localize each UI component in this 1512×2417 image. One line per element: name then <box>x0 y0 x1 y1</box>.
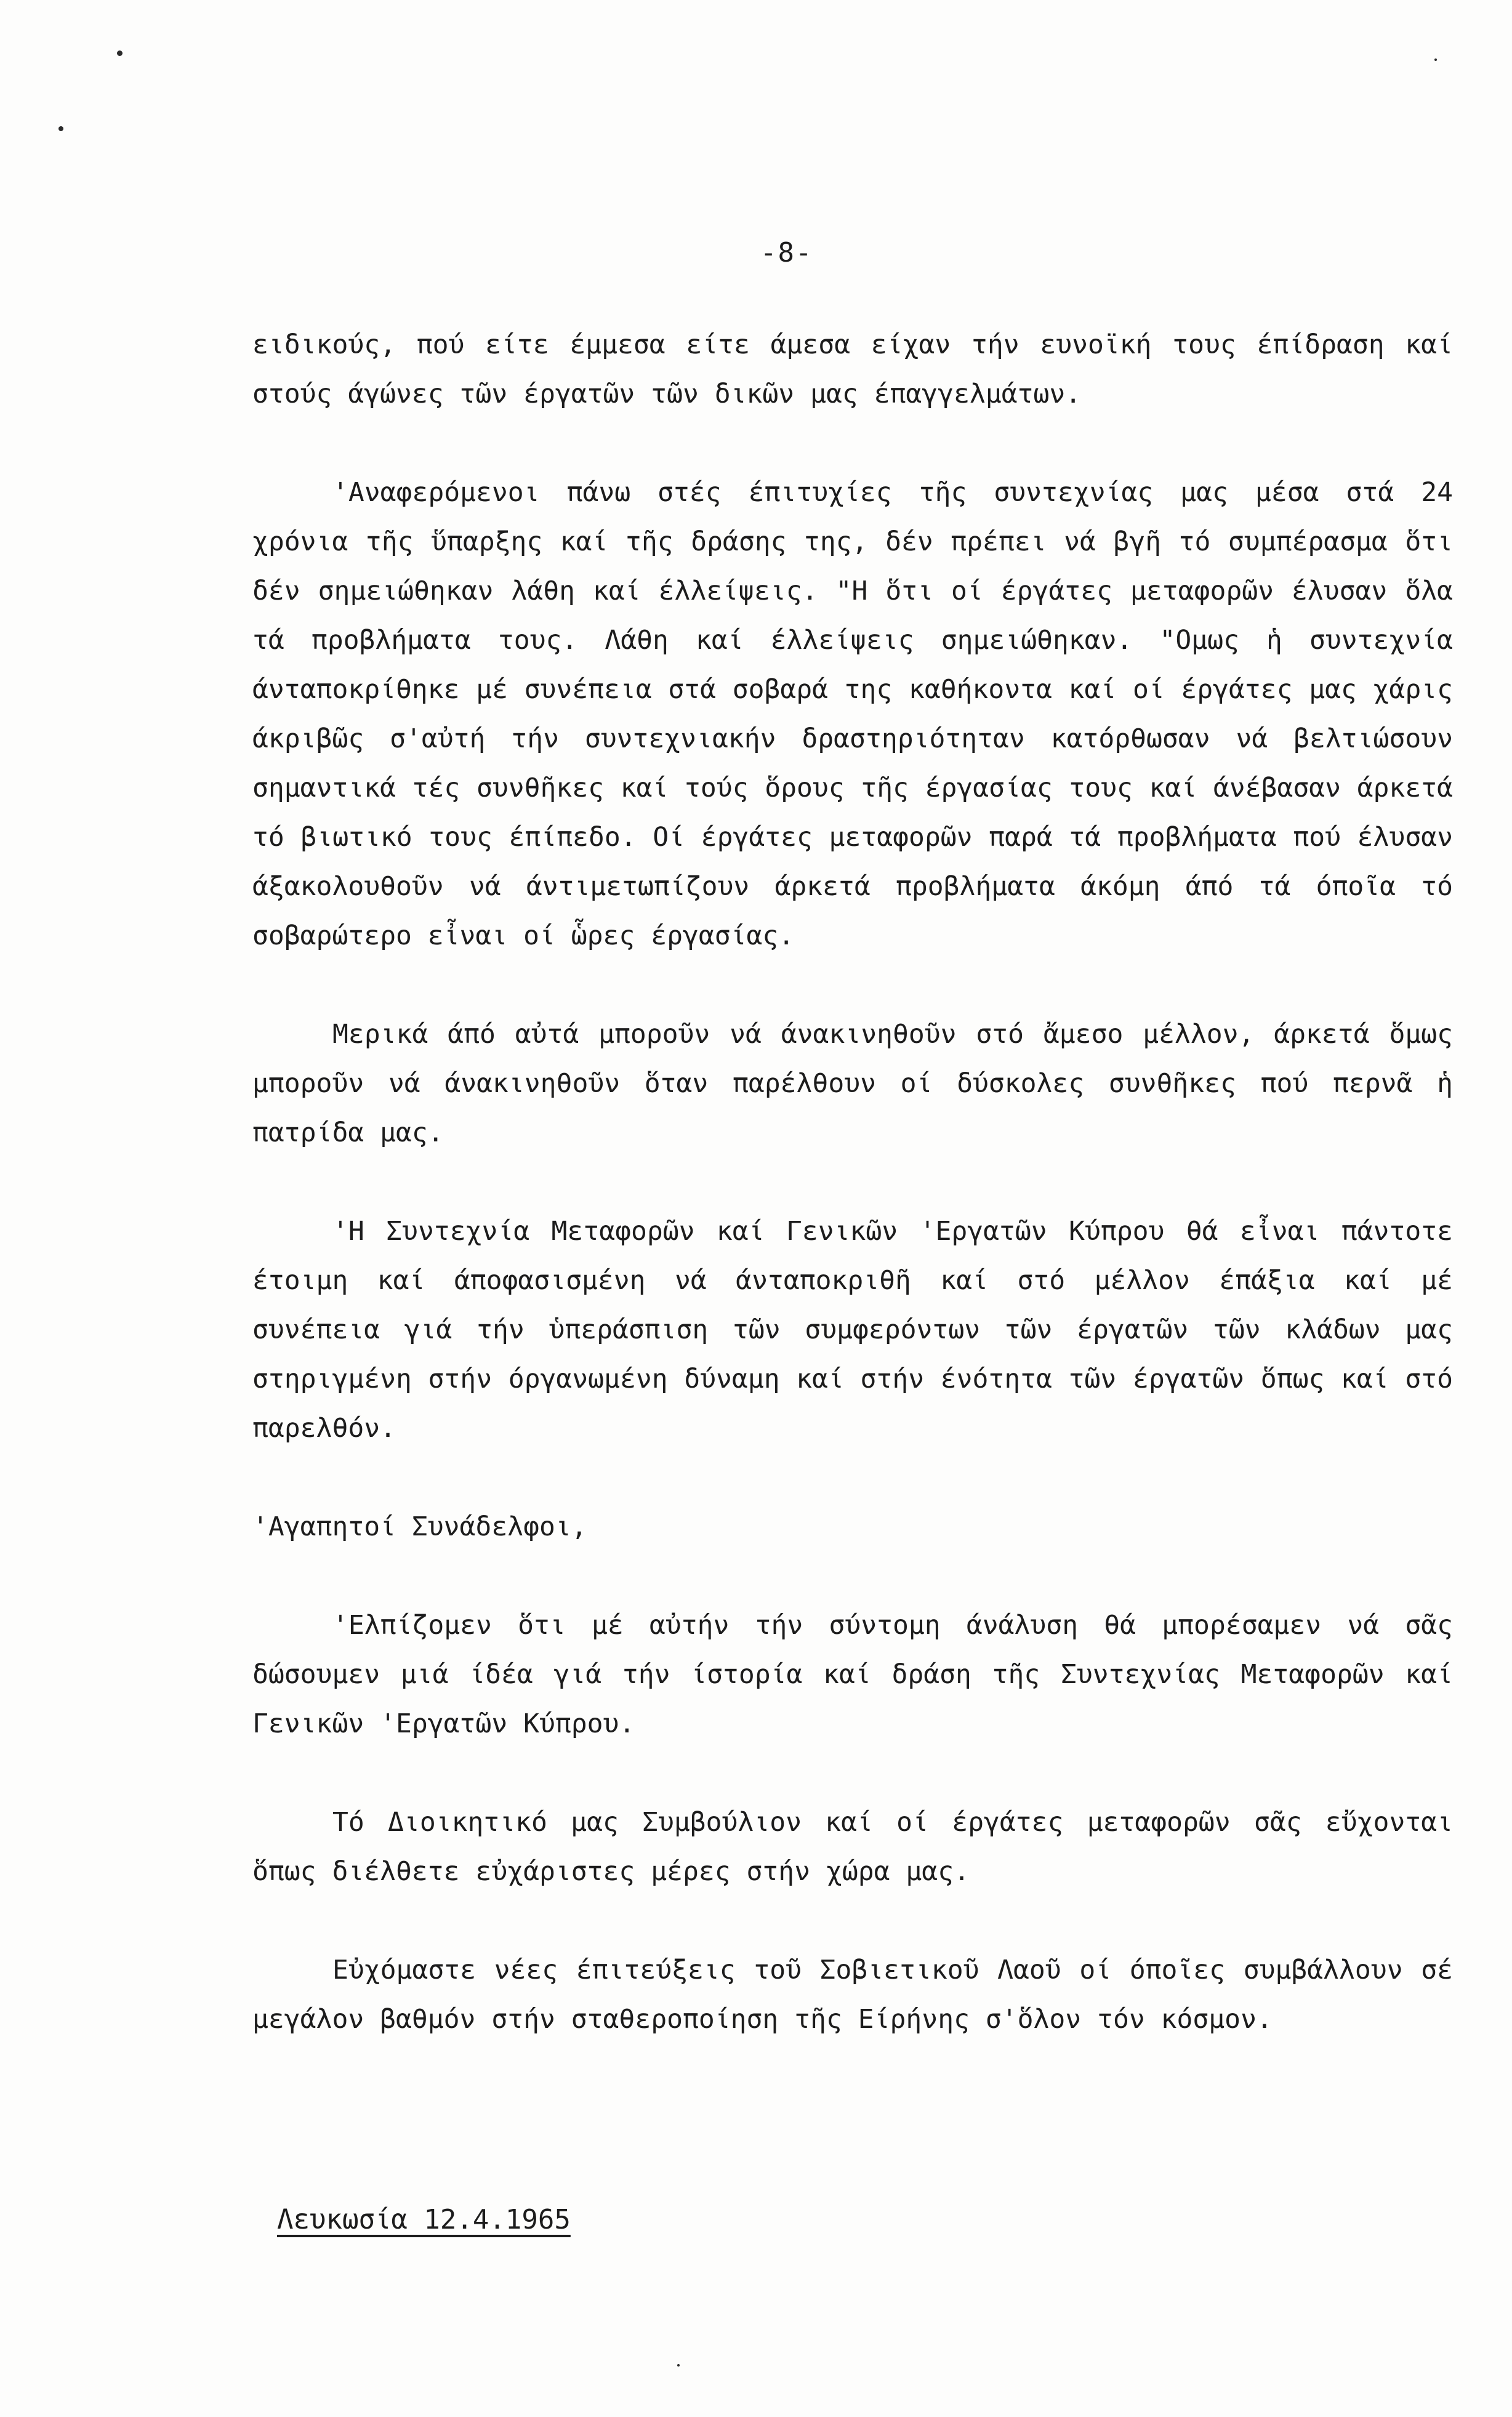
scan-speck <box>58 126 63 131</box>
closing-paragraph-3: Εὐχόμαστε νέες έπιτεύξεις τοῦ Σοβιετικοῦ Λαοῦ οί όποῖες συμβάλλουν σέ μεγάλον βαθμόν στήν σταθεροποίηση τῆς Είρήνης σ'ὅλον τόν κόσμον. <box>252 1955 1453 2035</box>
closing-paragraph-2: Τό Διοικητικό μας Συμβούλιον καί οί έργάτες μεταφορῶν σᾶς εὔχονται ὅπως διέλθετε εὐχάριστες μέρες στήν χώρα μας. <box>252 1807 1453 1887</box>
paragraph-3: Μερικά άπό αὐτά μποροῦν νά άνακινηθοῦν στό ἄμεσο μέλλον, άρκετά ὅμως μποροῦν νά άνακινηθοῦν ὅταν παρέλθουν οί δύσκολες συνθῆκες πού περνᾶ ἡ πατρίδα μας. <box>252 1019 1453 1148</box>
closing-paragraph-1: 'Ελπίζομεν ὅτι μέ αὐτήν τήν σύντομη άνάλυση θά μπορέσαμεν νά σᾶς δώσουμεν μιά ίδέα γιά τήν ίστορία καί δράση τῆς Συντεχνίας Μεταφορῶν καί Γενικῶν 'Εργατῶν Κύπρου. <box>252 1610 1453 1739</box>
paragraph-2: 'Αναφερόμενοι πάνω στές έπιτυχίες τῆς συντεχνίας μας μέσα στά 24 χρόνια τῆς ὕπαρξης καί τῆς δράσης της, δέν πρέπει νά βγῆ τό συμπέρασμα ὅτι δέν σημειώθηκαν λάθη καί έλλείψεις. "Η ὅτι οί έργάτες μεταφορῶν έλυσαν ὅλα τά προβλήματα τους. Λάθη καί έλλείψεις σημειώθηκαν. "Ομως ἡ συντεχνία άνταποκρίθηκε μέ συνέπεια στά σοβαρά της καθήκοντα καί οί έργάτες μας χάρις άκριβῶς σ'αὐτή τήν συντεχνιακήν δραστηριότηταν κατόρθωσαν νά βελτιώσουν σημαντικά τές συνθῆκες καί τούς ὅρους τῆς έργασίας τους καί άνέβασαν άρκετά τό βιωτικό τους έπίπεδο. Οί έργάτες μεταφορῶν παρά τά προβλήματα πού έλυσαν άξακολουθοῦν νά άντιμετωπίζουν άρκετά προβλήματα άκόμη άπό τά όποῖα τό σοβαρώτερο εἶναι οί ὧρες έργασίας. <box>252 477 1453 951</box>
letter-body <box>252 320 1453 2044</box>
scan-speck <box>117 50 123 56</box>
salutation: 'Αγαπητοί Συνάδελφοι, <box>252 1511 587 1542</box>
paragraph-1: ειδικούς, πού είτε έμμεσα είτε άμεσα είχαν τήν ευνοϊκή τους έπίδραση καί στούς άγώνες τῶν έργατῶν τῶν δικῶν μας έπαγγελμάτων. <box>252 329 1453 409</box>
page-number: -8- <box>760 237 813 268</box>
scan-speck <box>677 2364 680 2367</box>
paragraph-4: 'Η Συντεχνία Μεταφορῶν καί Γενικῶν 'Εργατῶν Κύπρου θά εἶναι πάντοτε έτοιμη καί άποφασισμένη νά άνταποκριθῆ καί στό μέλλον έπάξια καί μέ συνέπεια γιά τήν ὑπεράσπιση τῶν συμφερόντων τῶν έργατῶν τῶν κλάδων μας στηριγμένη στήν όργανωμένη δύναμη καί στήν ένότητα τῶν έργατῶν ὅπως καί στό παρελθόν. <box>252 1216 1453 1444</box>
place-date: Λευκωσία 12.4.1965 <box>277 2204 571 2235</box>
scan-speck <box>1434 58 1437 61</box>
